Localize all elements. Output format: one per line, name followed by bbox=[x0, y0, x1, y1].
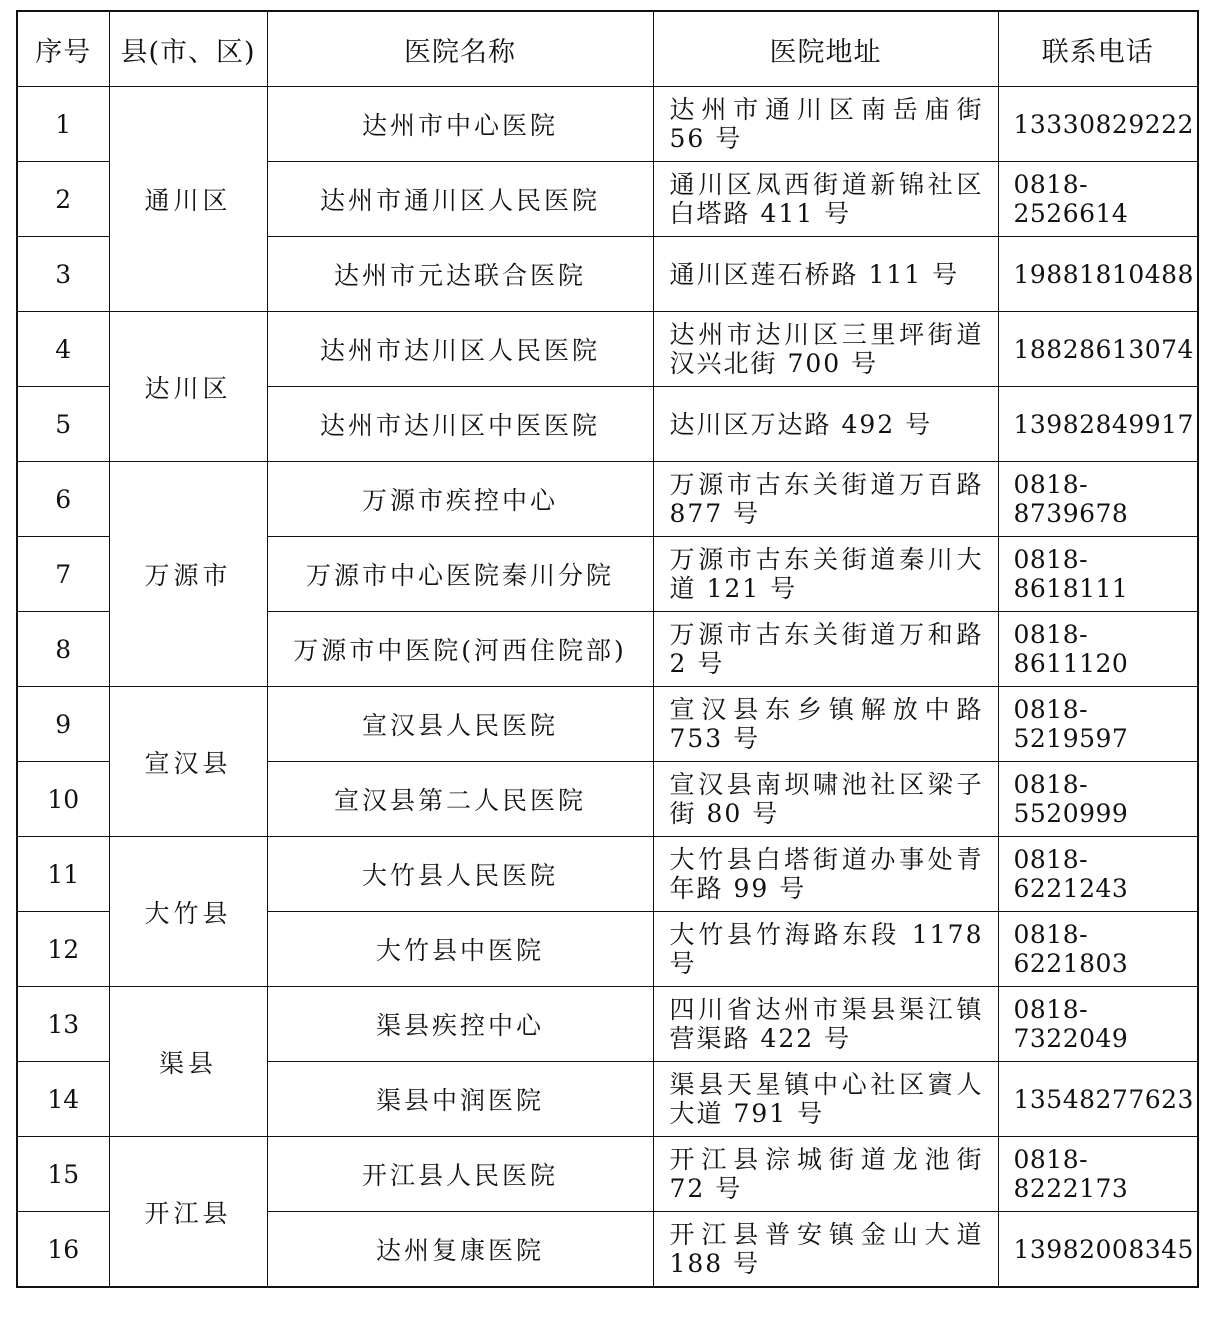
hospital-address-cell: 达州市通川区南岳庙街 56 号 bbox=[653, 87, 998, 162]
seq-cell: 8 bbox=[17, 612, 109, 687]
phone-cell: 0818-5219597 bbox=[998, 687, 1198, 762]
hospital-name-cell: 达州市达川区中医医院 bbox=[267, 387, 653, 462]
table-row bbox=[17, 312, 1198, 387]
county-cell: 万源市 bbox=[109, 462, 267, 687]
hospital-name-cell: 渠县疾控中心 bbox=[267, 987, 653, 1062]
phone-cell: 18828613074 bbox=[998, 312, 1198, 387]
phone-cell: 0818-6221803 bbox=[998, 912, 1198, 987]
seq-cell: 6 bbox=[17, 462, 109, 537]
hospital-name-cell: 达州市通川区人民医院 bbox=[267, 162, 653, 237]
hospital-address-cell: 万源市古东关街道秦川大道 121 号 bbox=[653, 537, 998, 612]
header-county: 县(市、区) bbox=[109, 11, 267, 87]
phone-cell: 13548277623 bbox=[998, 1062, 1198, 1137]
seq-cell: 10 bbox=[17, 762, 109, 837]
hospital-address-cell: 宣汉县南坝啸池社区梁子街 80 号 bbox=[653, 762, 998, 837]
hospital-address-cell: 渠县天星镇中心社区賨人大道 791 号 bbox=[653, 1062, 998, 1137]
table-row bbox=[17, 1137, 1198, 1212]
header-hospital-name: 医院名称 bbox=[267, 11, 653, 87]
phone-cell: 0818-8739678 bbox=[998, 462, 1198, 537]
phone-cell: 13982849917 bbox=[998, 387, 1198, 462]
hospital-name-cell: 达州复康医院 bbox=[267, 1212, 653, 1288]
phone-cell: 0818-2526614 bbox=[998, 162, 1198, 237]
phone-cell: 13982008345 bbox=[998, 1212, 1198, 1288]
hospital-name-cell: 宣汉县第二人民医院 bbox=[267, 762, 653, 837]
hospital-address-cell: 开江县淙城街道龙池街 72 号 bbox=[653, 1137, 998, 1212]
phone-cell: 0818-8222173 bbox=[998, 1137, 1198, 1212]
hospital-name-cell: 大竹县人民医院 bbox=[267, 837, 653, 912]
hospital-address-cell: 通川区莲石桥路 111 号 bbox=[653, 237, 998, 312]
table-row bbox=[17, 987, 1198, 1062]
county-cell: 达川区 bbox=[109, 312, 267, 462]
hospital-name-cell: 达州市达川区人民医院 bbox=[267, 312, 653, 387]
hospital-name-cell: 达州市中心医院 bbox=[267, 87, 653, 162]
hospital-name-cell: 万源市中心医院秦川分院 bbox=[267, 537, 653, 612]
header-phone: 联系电话 bbox=[998, 11, 1198, 87]
seq-cell: 2 bbox=[17, 162, 109, 237]
seq-cell: 11 bbox=[17, 837, 109, 912]
phone-cell: 0818-5520999 bbox=[998, 762, 1198, 837]
hospital-address-cell: 大竹县竹海路东段 1178 号 bbox=[653, 912, 998, 987]
seq-cell: 7 bbox=[17, 537, 109, 612]
phone-cell: 0818-6221243 bbox=[998, 837, 1198, 912]
header-hospital-address: 医院地址 bbox=[653, 11, 998, 87]
phone-cell: 0818-8618111 bbox=[998, 537, 1198, 612]
phone-cell: 13330829222 bbox=[998, 87, 1198, 162]
county-cell: 开江县 bbox=[109, 1137, 267, 1288]
county-cell: 宣汉县 bbox=[109, 687, 267, 837]
seq-cell: 4 bbox=[17, 312, 109, 387]
county-cell: 大竹县 bbox=[109, 837, 267, 987]
table-row bbox=[17, 687, 1198, 762]
seq-cell: 13 bbox=[17, 987, 109, 1062]
seq-cell: 9 bbox=[17, 687, 109, 762]
county-cell: 渠县 bbox=[109, 987, 267, 1137]
hospital-address-cell: 大竹县白塔街道办事处青年路 99 号 bbox=[653, 837, 998, 912]
seq-cell: 5 bbox=[17, 387, 109, 462]
hospital-name-cell: 宣汉县人民医院 bbox=[267, 687, 653, 762]
phone-cell: 19881810488 bbox=[998, 237, 1198, 312]
hospital-name-cell: 开江县人民医院 bbox=[267, 1137, 653, 1212]
county-cell: 通川区 bbox=[109, 87, 267, 312]
table-row bbox=[17, 462, 1198, 537]
seq-cell: 14 bbox=[17, 1062, 109, 1137]
hospital-address-cell: 万源市古东关街道万百路 877 号 bbox=[653, 462, 998, 537]
hospital-address-cell: 万源市古东关街道万和路 2 号 bbox=[653, 612, 998, 687]
seq-cell: 3 bbox=[17, 237, 109, 312]
table-row bbox=[17, 87, 1198, 162]
hospital-name-cell: 万源市疾控中心 bbox=[267, 462, 653, 537]
hospital-address-cell: 开江县普安镇金山大道 188 号 bbox=[653, 1212, 998, 1288]
header-row bbox=[17, 11, 1198, 87]
hospital-table bbox=[16, 10, 1199, 1288]
hospital-address-cell: 宣汉县东乡镇解放中路 753 号 bbox=[653, 687, 998, 762]
seq-cell: 16 bbox=[17, 1212, 109, 1288]
hospital-address-cell: 达川区万达路 492 号 bbox=[653, 387, 998, 462]
hospital-address-cell: 通川区凤西街道新锦社区白塔路 411 号 bbox=[653, 162, 998, 237]
phone-cell: 0818-7322049 bbox=[998, 987, 1198, 1062]
hospital-address-cell: 达州市达川区三里坪街道汉兴北街 700 号 bbox=[653, 312, 998, 387]
table-row bbox=[17, 837, 1198, 912]
hospital-address-cell: 四川省达州市渠县渠江镇营渠路 422 号 bbox=[653, 987, 998, 1062]
seq-cell: 12 bbox=[17, 912, 109, 987]
header-seq: 序号 bbox=[17, 11, 109, 87]
hospital-name-cell: 渠县中润医院 bbox=[267, 1062, 653, 1137]
hospital-name-cell: 大竹县中医院 bbox=[267, 912, 653, 987]
seq-cell: 1 bbox=[17, 87, 109, 162]
hospital-name-cell: 万源市中医院(河西住院部) bbox=[267, 612, 653, 687]
seq-cell: 15 bbox=[17, 1137, 109, 1212]
hospital-name-cell: 达州市元达联合医院 bbox=[267, 237, 653, 312]
phone-cell: 0818-8611120 bbox=[998, 612, 1198, 687]
